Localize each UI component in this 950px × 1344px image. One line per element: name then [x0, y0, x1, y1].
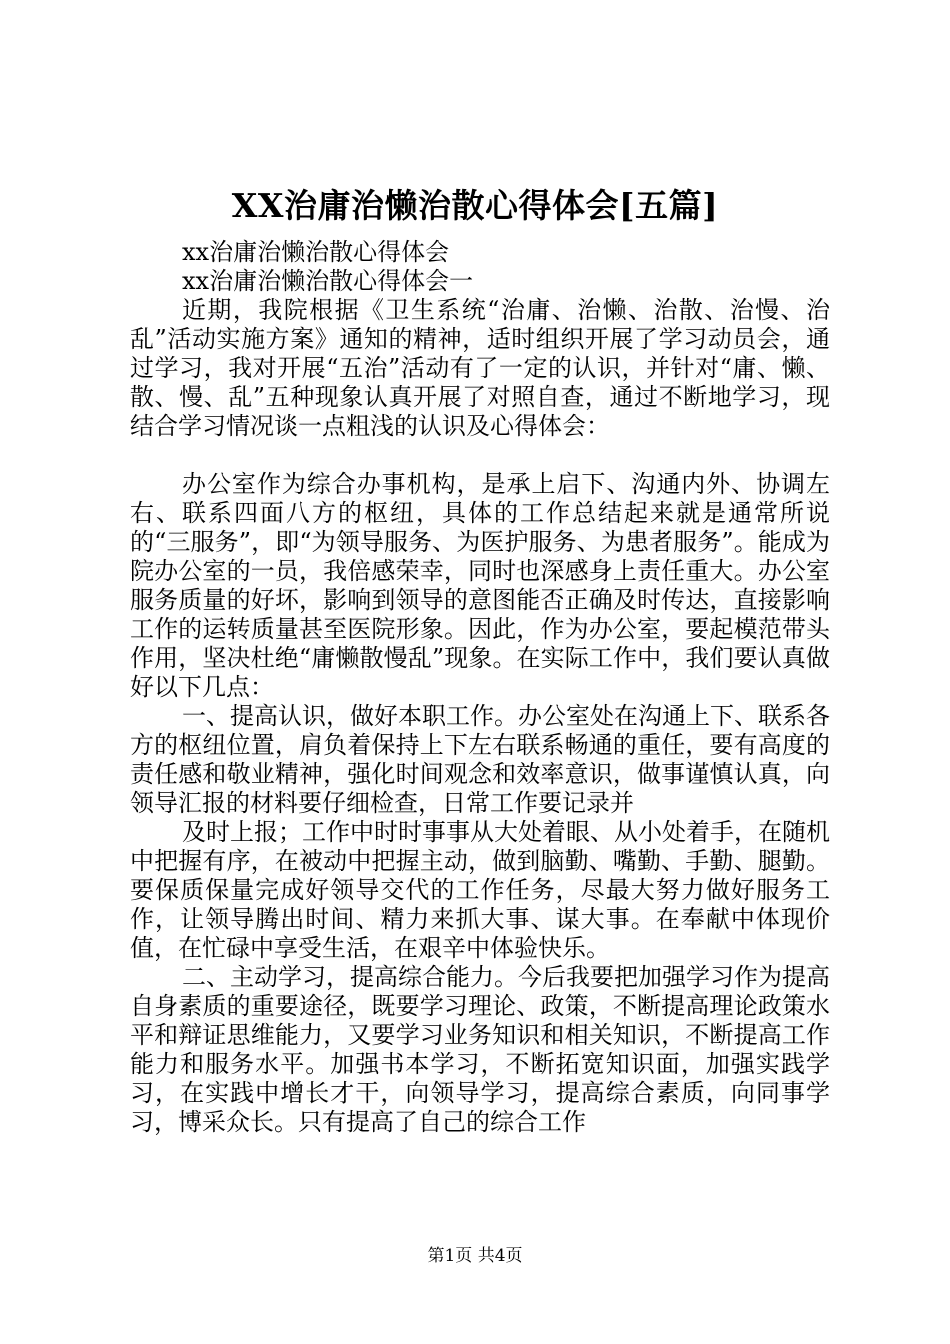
- document-body: [130, 238, 830, 1137]
- paragraph-point-1-cont: 及时上报；工作中时时事事从大处着眼、从小处着手，在随机中把握有序，在被动中把握主动，做到脑勤、嘴勤、手勤、腿勤。要保质保量完成好领导交代的工作任务，尽最大努力做好服务工作，让领导腾出时间、精力来抓大事、谋大事。在奉献中体现价值，在忙碌中享受生活，在艰辛中体验快乐。: [130, 818, 830, 962]
- paragraph-office: 办公室作为综合办事机构，是承上启下、沟通内外、协调左右、联系四面八方的枢纽，具体的工作总结起来就是通常所说的“三服务”，即“为领导服务、为医护服务、为患者服务”。能成为院办公室的一员，我倍感荣幸，同时也深感身上责任重大。办公室服务质量的好坏，影响到领导的意图能否正确及时传达，直接影响工作的运转质量甚至医院形象。因此，作为办公室，要起模范带头作用，坚决杜绝“庸懒散慢乱”现象。在实际工作中，我们要认真做好以下几点：: [130, 470, 830, 701]
- document-title: XX治庸治懒治散心得体会[五篇]: [231, 186, 719, 225]
- paragraph-point-2: 二、主动学习，提高综合能力。今后我要把加强学习作为提高自身素质的重要途径，既要学习理论、政策，不断提高理论政策水平和辩证思维能力，又要学习业务知识和相关知识，不断提高工作能力和服务水平。加强书本学习，不断拓宽知识面，加强实践学习，在实践中增长才干，向领导学习，提高综合素质，向同事学习，博采众长。只有提高了自己的综合工作: [130, 963, 830, 1136]
- page-number: 第1页 共4页: [427, 1246, 523, 1266]
- paragraph-intro: 近期，我院根据《卫生系统“治庸、治懒、治散、治慢、治乱”活动实施方案》通知的精神，适时组织开展了学习动员会，通过学习，我对开展“五治”活动有了一定的认识，并针对“庸、懒、散、慢、乱”五种现象认真开展了对照自查，通过不断地学习，现结合学习情况谈一点粗浅的认识及心得体会：: [130, 296, 830, 440]
- paragraph-heading-1: xx治庸治懒治散心得体会: [182, 238, 450, 266]
- paragraph-point-1: 一、提高认识，做好本职工作。办公室处在沟通上下、联系各方的枢纽位置，肩负着保持上下左右联系畅通的重任，要有高度的责任感和敬业精神，强化时间观念和效率意识，做事谨慎认真，向领导汇报的材料要仔细检查，日常工作要记录并: [130, 702, 830, 817]
- paragraph-heading-2: xx治庸治懒治散心得体会一: [182, 267, 474, 295]
